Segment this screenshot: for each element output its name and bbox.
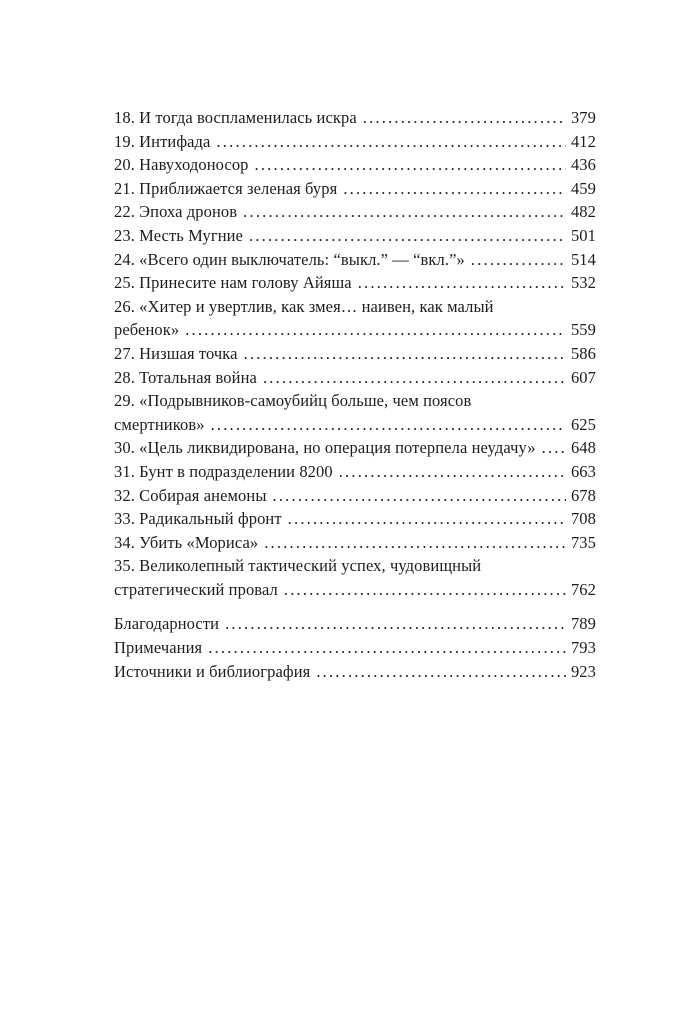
dot-leader <box>284 578 566 602</box>
toc-entry <box>114 342 596 366</box>
page-number: 514 <box>570 249 596 269</box>
toc-entry <box>114 636 596 660</box>
dot-leader <box>471 248 566 272</box>
toc-entry <box>114 295 596 342</box>
toc-entry <box>114 460 596 484</box>
dot-leader <box>363 106 566 130</box>
toc-entry <box>114 531 596 555</box>
toc-entry <box>114 660 596 684</box>
toc-entry <box>114 366 596 390</box>
toc-entry-text: 26. «Хитер и увертлив, как змея… наивен, как малый <box>114 296 494 316</box>
toc-entry-text: 32. Собирая анемоны <box>114 485 267 505</box>
page-number: 436 <box>570 155 596 175</box>
dot-leader <box>255 153 566 177</box>
toc-entry <box>114 130 596 154</box>
toc-entry-text: 24. «Всего один выключатель: “выкл.” — “вкл.”» <box>114 249 465 269</box>
toc-entry-text: 30. «Цель ликвидирована, но операция потерпела неудачу» <box>114 438 536 458</box>
table-of-contents <box>114 106 596 683</box>
toc-entry-text: стратегический провал <box>114 579 278 599</box>
page-number: 482 <box>570 202 596 222</box>
toc-entry-lastline <box>114 130 596 154</box>
page-number: 789 <box>570 614 596 634</box>
toc-entry-lastline <box>114 578 596 602</box>
page-number: 678 <box>570 485 596 505</box>
toc-entry-text: 23. Месть Мугние <box>114 225 243 245</box>
toc-entry-lastline <box>114 177 596 201</box>
dot-leader <box>288 507 566 531</box>
dot-leader <box>225 612 566 636</box>
toc-entry-text: 21. Приближается зеленая буря <box>114 178 338 198</box>
dot-leader <box>263 366 566 390</box>
toc-entry-lastline <box>114 636 596 660</box>
page-number: 762 <box>570 579 596 599</box>
toc-entry-text: 27. Низшая точка <box>114 343 238 363</box>
dot-leader <box>216 130 565 154</box>
page-number: 501 <box>570 225 596 245</box>
toc-entry-text: 22. Эпоха дронов <box>114 202 238 222</box>
page-number: 923 <box>570 661 596 681</box>
toc-entry-lastline <box>114 318 596 342</box>
toc-entry <box>114 554 596 601</box>
page-number: 459 <box>570 178 596 198</box>
toc-entry-text: Источники и библиография <box>114 661 311 681</box>
page-number: 625 <box>570 414 596 434</box>
toc-entry <box>114 507 596 531</box>
page-number: 532 <box>570 273 596 293</box>
toc-entry <box>114 224 596 248</box>
toc-entry-lastline <box>114 200 596 224</box>
toc-entry <box>114 436 596 460</box>
page-number: 559 <box>570 320 596 340</box>
toc-entry <box>114 271 596 295</box>
dot-leader <box>264 531 566 555</box>
toc-entry <box>114 200 596 224</box>
toc-entry <box>114 484 596 508</box>
toc-entry <box>114 106 596 130</box>
dot-leader <box>249 224 566 248</box>
toc-entry-lastline <box>114 484 596 508</box>
page-number: 379 <box>570 108 596 127</box>
dot-leader <box>542 436 566 460</box>
dot-leader <box>211 413 566 437</box>
toc-entry-text: 20. Навуходоносор <box>114 155 249 175</box>
toc-entry-lastline <box>114 660 596 684</box>
toc-entry-lastline <box>114 612 596 636</box>
toc-entry <box>114 177 596 201</box>
dot-leader <box>343 177 566 201</box>
toc-entry-text: смертников» <box>114 414 205 434</box>
toc-entry-lastline <box>114 153 596 177</box>
dot-leader <box>243 200 566 224</box>
toc-entry-lastline <box>114 531 596 555</box>
toc-entry <box>114 153 596 177</box>
toc-entry-lastline <box>114 436 596 460</box>
toc-entry-text: Благодарности <box>114 614 220 634</box>
toc-entry-text: 34. Убить «Мориса» <box>114 532 259 552</box>
toc-entry-lastline <box>114 106 596 130</box>
page-number: 586 <box>570 343 596 363</box>
page-number: 607 <box>570 367 596 387</box>
dot-leader <box>244 342 566 366</box>
toc-entry-lastline <box>114 224 596 248</box>
toc-entry-text: 29. «Подрывников-самоубийц больше, чем поясов <box>114 391 472 411</box>
toc-entry-lastline <box>114 366 596 390</box>
toc-entry-text: 33. Радикальный фронт <box>114 509 282 529</box>
dot-leader <box>273 484 566 508</box>
toc-entry-text: 18. И тогда воспламенилась искра <box>114 108 357 127</box>
toc-entry-lastline <box>114 342 596 366</box>
toc-entry-lastline <box>114 507 596 531</box>
dot-leader <box>208 636 566 660</box>
toc-entry-lastline <box>114 271 596 295</box>
toc-entry <box>114 612 596 636</box>
toc-entry-lastline <box>114 413 596 437</box>
toc-entry-text: 25. Принесите нам голову Айяша <box>114 273 352 293</box>
toc-entry-text: 28. Тотальная война <box>114 367 257 387</box>
dot-leader <box>358 271 566 295</box>
page-number: 663 <box>570 461 596 481</box>
page-number: 735 <box>570 532 596 552</box>
toc-entry-text: Примечания <box>114 638 203 658</box>
page-number: 648 <box>570 438 596 458</box>
toc-entry-text: 19. Интифада <box>114 131 211 151</box>
dot-leader <box>316 660 566 684</box>
page-number: 412 <box>570 131 596 151</box>
dot-leader <box>185 318 566 342</box>
toc-entry-lastline <box>114 460 596 484</box>
toc-entry-text: 35. Великолепный тактический успех, чудовищный <box>114 556 482 576</box>
toc-entry <box>114 248 596 272</box>
dot-leader <box>339 460 566 484</box>
toc-entry <box>114 389 596 436</box>
toc-entry-text: ребенок» <box>114 320 180 340</box>
toc-entry-lastline <box>114 248 596 272</box>
toc-entry-text: 31. Бунт в подразделении 8200 <box>114 461 333 481</box>
page-number: 793 <box>570 638 596 658</box>
page-number: 708 <box>570 509 596 529</box>
